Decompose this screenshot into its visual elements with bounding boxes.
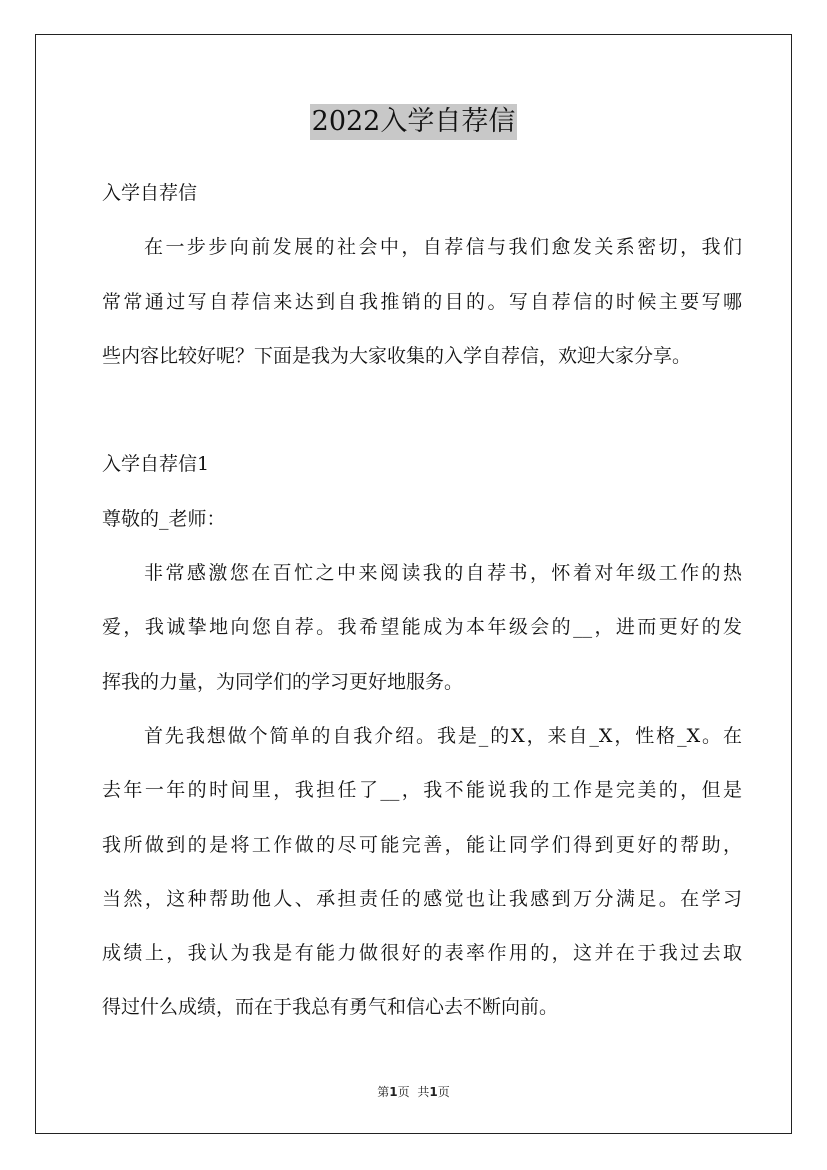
paragraph-gap xyxy=(102,387,742,441)
intro-line: 些内容比较好呢？下面是我为大家收集的入学自荐信，欢迎大家分享。 xyxy=(102,344,692,367)
paragraph-line: 当然，这种帮助他人、承担责任的感觉也让我感到万分满足。在学习 xyxy=(102,887,742,910)
paragraph-line: 爱，我诚挚地向您自荐。我希望能成为本年级会的__，进而更好的发 xyxy=(102,616,742,639)
intro-line: 常常通过写自荐信来达到自我推销的目的。写自荐信的时候主要写哪 xyxy=(102,290,742,313)
paragraph-line: 成绩上，我认为我是有能力做很好的表率作用的，这并在于我过去取 xyxy=(102,942,742,965)
paragraph-line: 首先我想做个简单的自我介绍。我是_的X，来自_X，性格_X。在 xyxy=(144,724,742,747)
page-suffix: 页 xyxy=(397,1085,410,1099)
page-prefix: 第 xyxy=(377,1085,390,1099)
page-number: 1 xyxy=(389,1085,398,1099)
paragraph-line: 我所做到的是将工作做的尽可能完善，能让同学们得到更好的帮助， xyxy=(102,833,742,856)
intro-line: 在一步步向前发展的社会中，自荐信与我们愈发关系密切，我们 xyxy=(144,236,742,259)
document-title: 2022入学自荐信 xyxy=(310,104,518,140)
total-suffix: 页 xyxy=(437,1085,450,1099)
total-pages: 1 xyxy=(429,1085,438,1099)
letter-title: 入学自荐信1 xyxy=(102,453,210,476)
paragraph-line: 挥我的力量，为同学们的学习更好地服务。 xyxy=(102,670,464,693)
page-footer xyxy=(0,1084,827,1100)
document-body xyxy=(102,170,742,1039)
paragraph-line: 非常感激您在百忙之中来阅读我的自荐书，怀着对年级工作的热 xyxy=(144,562,742,585)
section-heading: 入学自荐信 xyxy=(102,182,198,204)
title-area xyxy=(0,104,827,140)
paragraph-line: 去年一年的时间里，我担任了__，我不能说我的工作是完美的，但是 xyxy=(102,779,742,802)
salutation: 尊敬的_老师： xyxy=(102,507,226,530)
total-prefix: 共 xyxy=(417,1085,430,1099)
paragraph-line: 得过什么成绩，而在于我总有勇气和信心去不断向前。 xyxy=(102,996,559,1019)
